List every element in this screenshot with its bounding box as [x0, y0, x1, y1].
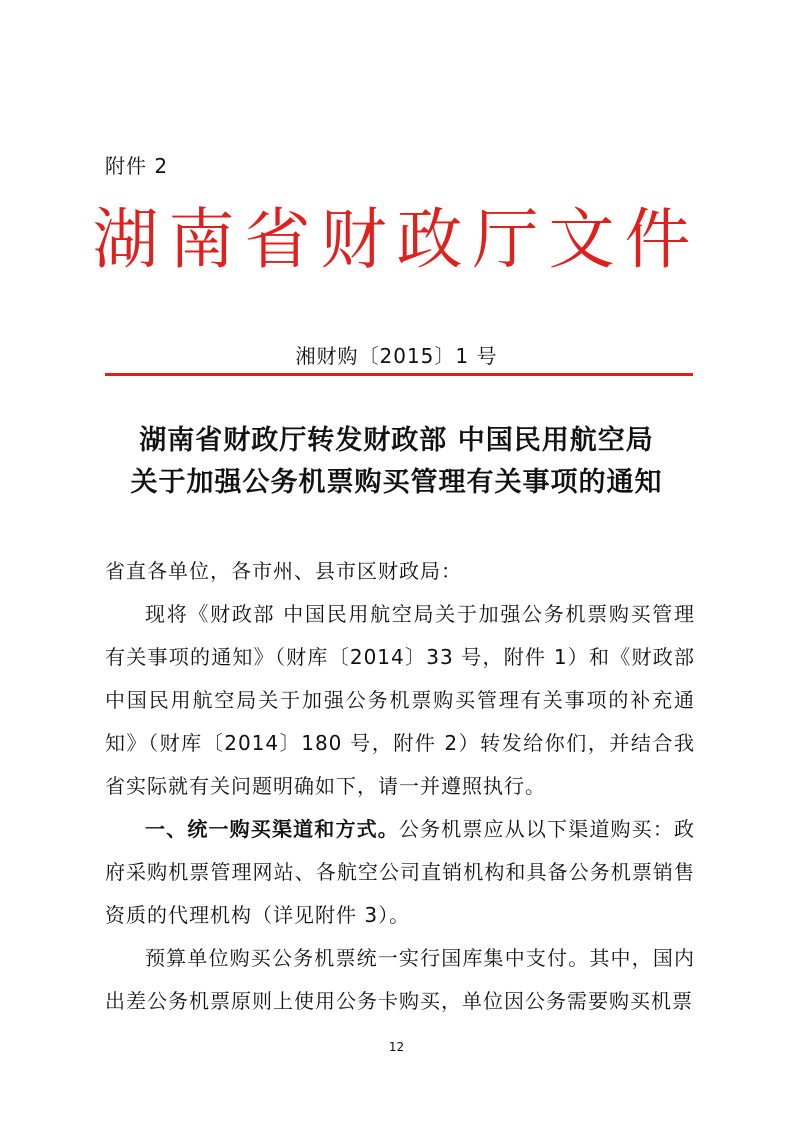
paragraph-1: 现将《财政部 中国民用航空局关于加强公务机票购买管理有关事项的通知》（财库〔2014〕33 号，附件 1）和《财政部 中国民用航空局关于加强公务机票购买管理有关事项的补充通知》（财库〔2014〕180 号，附件 2）转发给你们，并结合我省实际就有关问题明确如下，请一并遵照执行。	[105, 602, 695, 798]
notice-title-line-1: 湖南省财政厅转发财政部 中国民用航空局	[139, 425, 654, 456]
notice-title	[0, 420, 793, 504]
paragraph-2-text: 公务机票应从以下渠道购买：政府采购机票管理网站、各航空公司直销机构和具备公务机票销售资质的代理机构（详见附件 3）。	[105, 817, 696, 927]
notice-title-line-2: 关于加强公务机票购买管理有关事项的通知	[130, 467, 663, 498]
paragraph-3: 预算单位购买公务机票统一实行国库集中支付。其中，国内出差公务机票原则上使用公务卡购买，单位因公务需要购买机票	[105, 946, 695, 1013]
document-number: 湘财购〔2015〕1 号	[295, 344, 498, 368]
document-body	[105, 550, 695, 1023]
red-divider-line	[105, 373, 693, 376]
salutation: 省直各单位，各市州、县市区财政局：	[105, 559, 462, 583]
masthead-title: 湖南省财政厅文件	[92, 201, 701, 278]
section-heading: 一、统一购买渠道和方式。	[145, 817, 399, 841]
paragraph-2	[105, 808, 695, 937]
attachment-label: 附件 2	[105, 154, 169, 178]
page-number: 12	[388, 1040, 405, 1054]
